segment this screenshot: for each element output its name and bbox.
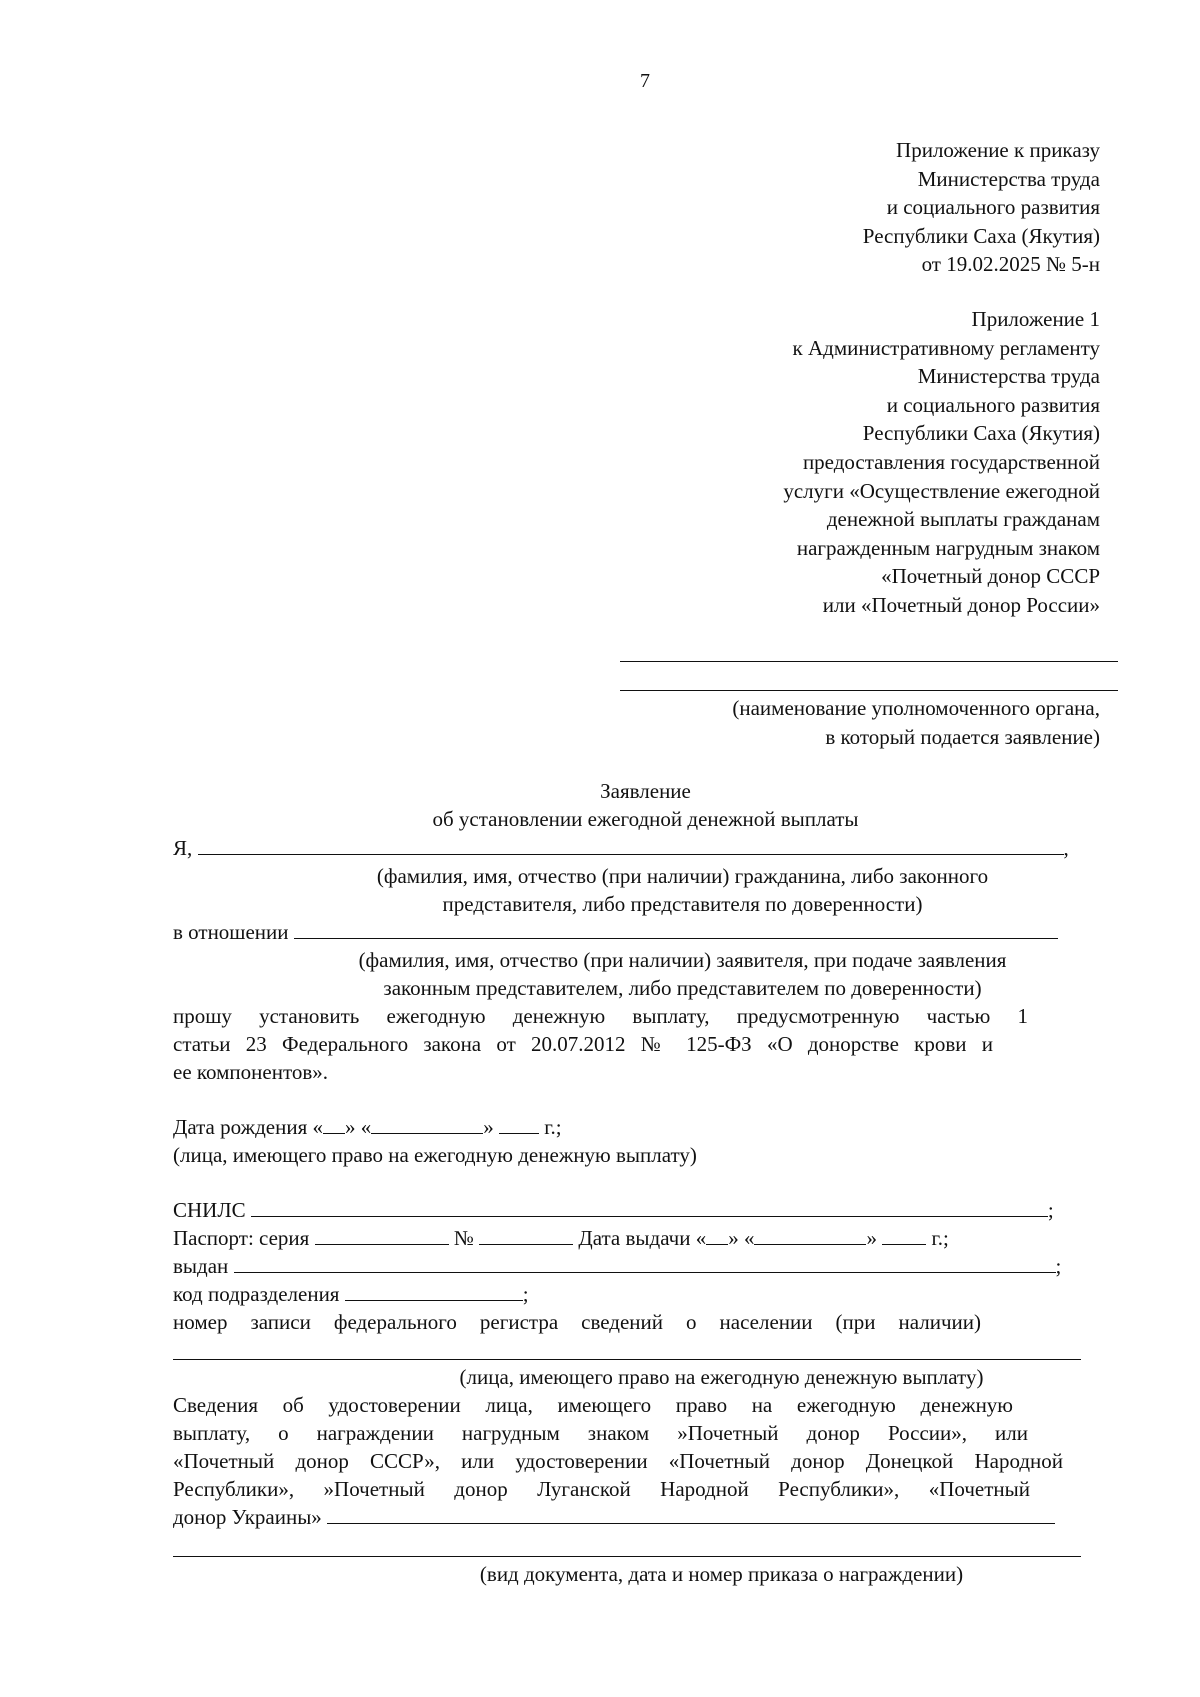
division-label: код подразделения [173,1282,340,1306]
appendix-order-line: от 19.02.2025 № 5-н [921,252,1100,277]
passport-day-field[interactable] [706,1225,728,1245]
birth-caption: (лица, имеющего право на ежегодную денежную выплату) [173,1143,697,1167]
registry-caption: (лица, имеющего право на ежегодную денежную выплату) [459,1365,984,1389]
issued-label: выдан [173,1254,229,1278]
appendix-order-line: Приложение к приказу [896,138,1100,162]
birth-quote: » « [344,1115,372,1139]
issued-row [173,1252,1061,1280]
issued-field[interactable] [234,1253,1056,1273]
snils-label: СНИЛС [173,1198,246,1222]
page-number: 7 [640,70,650,92]
appendix-1-line: предоставления государственной [802,449,1100,474]
appendix-1-line: денежной выплаты гражданам [826,507,1100,532]
birth-day-field[interactable] [323,1114,345,1134]
appendix-1-heading [783,305,1100,620]
division-field[interactable] [345,1281,523,1301]
appendix-1-line: «Почетный донор СССР [881,564,1100,589]
certificate-line: Республики», »Почетный донор Луганской Народной Республики», «Почетный [173,1477,1030,1501]
request-line: прошу установить ежегодную денежную выплату, предусмотренную частью 1 [173,1004,1028,1028]
applicant-caption-2: представителя, либо представителя по доверенности) [442,892,923,916]
relation-caption-1: (фамилия, имя, отчество (при наличии) заявителя, при подаче заявления [358,948,1007,972]
certificate-line: выплату, о награждении нагрудным знаком »Почетный донор России», или [173,1421,1028,1445]
registry-text: номер записи федерального регистра сведений о населении (при наличии) [173,1310,981,1334]
passport-quote: » [866,1226,877,1250]
birth-year-field[interactable] [499,1114,539,1134]
document-subtitle: об установлении ежегодной денежной выплаты [432,807,859,831]
passport-series-field[interactable] [315,1225,449,1245]
passport-month-field[interactable] [754,1225,866,1245]
appendix-order-heading [863,136,1100,279]
relation-row [173,918,1058,946]
birth-label: Дата рождения « [173,1115,323,1139]
certificate-line: Сведения об удостоверении лица, имеющего право на ежегодную денежную [173,1393,1013,1417]
birth-year-suffix: г.; [544,1115,562,1139]
authority-caption-line: в который подается заявление) [825,724,1100,749]
certificate-last-prefix: донор Украины» [173,1505,322,1529]
applicant-row [173,834,1069,862]
authority-caption [732,694,1100,751]
passport-number-field[interactable] [479,1225,573,1245]
authority-name-field-2[interactable] [620,690,1118,691]
appendix-1-line: Приложение 1 [971,307,1100,331]
appendix-1-line: и социального развития [886,392,1100,417]
certificate-field-2[interactable] [173,1556,1081,1557]
appendix-order-line: Республики Саха (Якутия) [862,223,1100,248]
passport-row [173,1224,949,1252]
appendix-1-line: к Административному регламенту [792,335,1100,360]
applicant-suffix: , [1063,836,1069,860]
applicant-name-field[interactable] [198,835,1064,855]
birth-date-row [173,1113,562,1141]
applicant-caption-1: (фамилия, имя, отчество (при наличии) гражданина, либо законного [376,864,989,888]
appendix-order-line: Министерства труда [917,166,1100,191]
appendix-order-line: и социального развития [886,195,1100,220]
division-row [173,1280,529,1308]
request-line: статьи 23 Федерального закона от 20.07.2012 № 125-ФЗ «О донорстве крови и [173,1032,993,1056]
birth-quote: » [483,1115,494,1139]
snils-suffix: ; [1047,1198,1054,1222]
snils-row [173,1196,1054,1224]
registry-number-field[interactable] [173,1359,1081,1360]
relation-caption-2: законным представителем, либо представителем по доверенности) [383,976,982,1000]
appendix-1-line: или «Почетный донор России» [822,592,1100,617]
birth-month-field[interactable] [371,1114,483,1134]
appendix-1-line: Министерства труда [917,364,1100,389]
division-suffix: ; [522,1282,529,1306]
authority-name-field-1[interactable] [620,661,1118,662]
appendix-1-line: награжденным нагрудным знаком [796,535,1100,560]
passport-number-label: № [453,1226,474,1250]
relation-prefix: в отношении [173,920,289,944]
appendix-1-line: Республики Саха (Якутия) [862,421,1100,446]
passport-quote: » « [728,1226,755,1250]
relation-name-field[interactable] [294,919,1058,939]
passport-year-field[interactable] [882,1225,926,1245]
issued-suffix: ; [1055,1254,1062,1278]
authority-caption-line: (наименование уполномоченного органа, [732,696,1100,720]
appendix-1-line: услуги «Осуществление ежегодной [783,478,1100,503]
applicant-prefix: Я, [173,836,193,860]
certificate-last-row [173,1503,1055,1531]
certificate-caption: (вид документа, дата и номер приказа о награждении) [479,1562,964,1586]
passport-date-label: Дата выдачи « [578,1226,707,1250]
passport-year-suffix: г.; [931,1226,949,1250]
snils-field[interactable] [251,1197,1048,1217]
certificate-line: «Почетный донор СССР», или удостоверении «Почетный донор Донецкой Народной [173,1449,1063,1473]
request-line: ее компонентов». [173,1060,329,1084]
passport-label: Паспорт: серия [173,1226,310,1250]
certificate-field-1[interactable] [327,1504,1055,1524]
document-title: Заявление [600,779,691,803]
